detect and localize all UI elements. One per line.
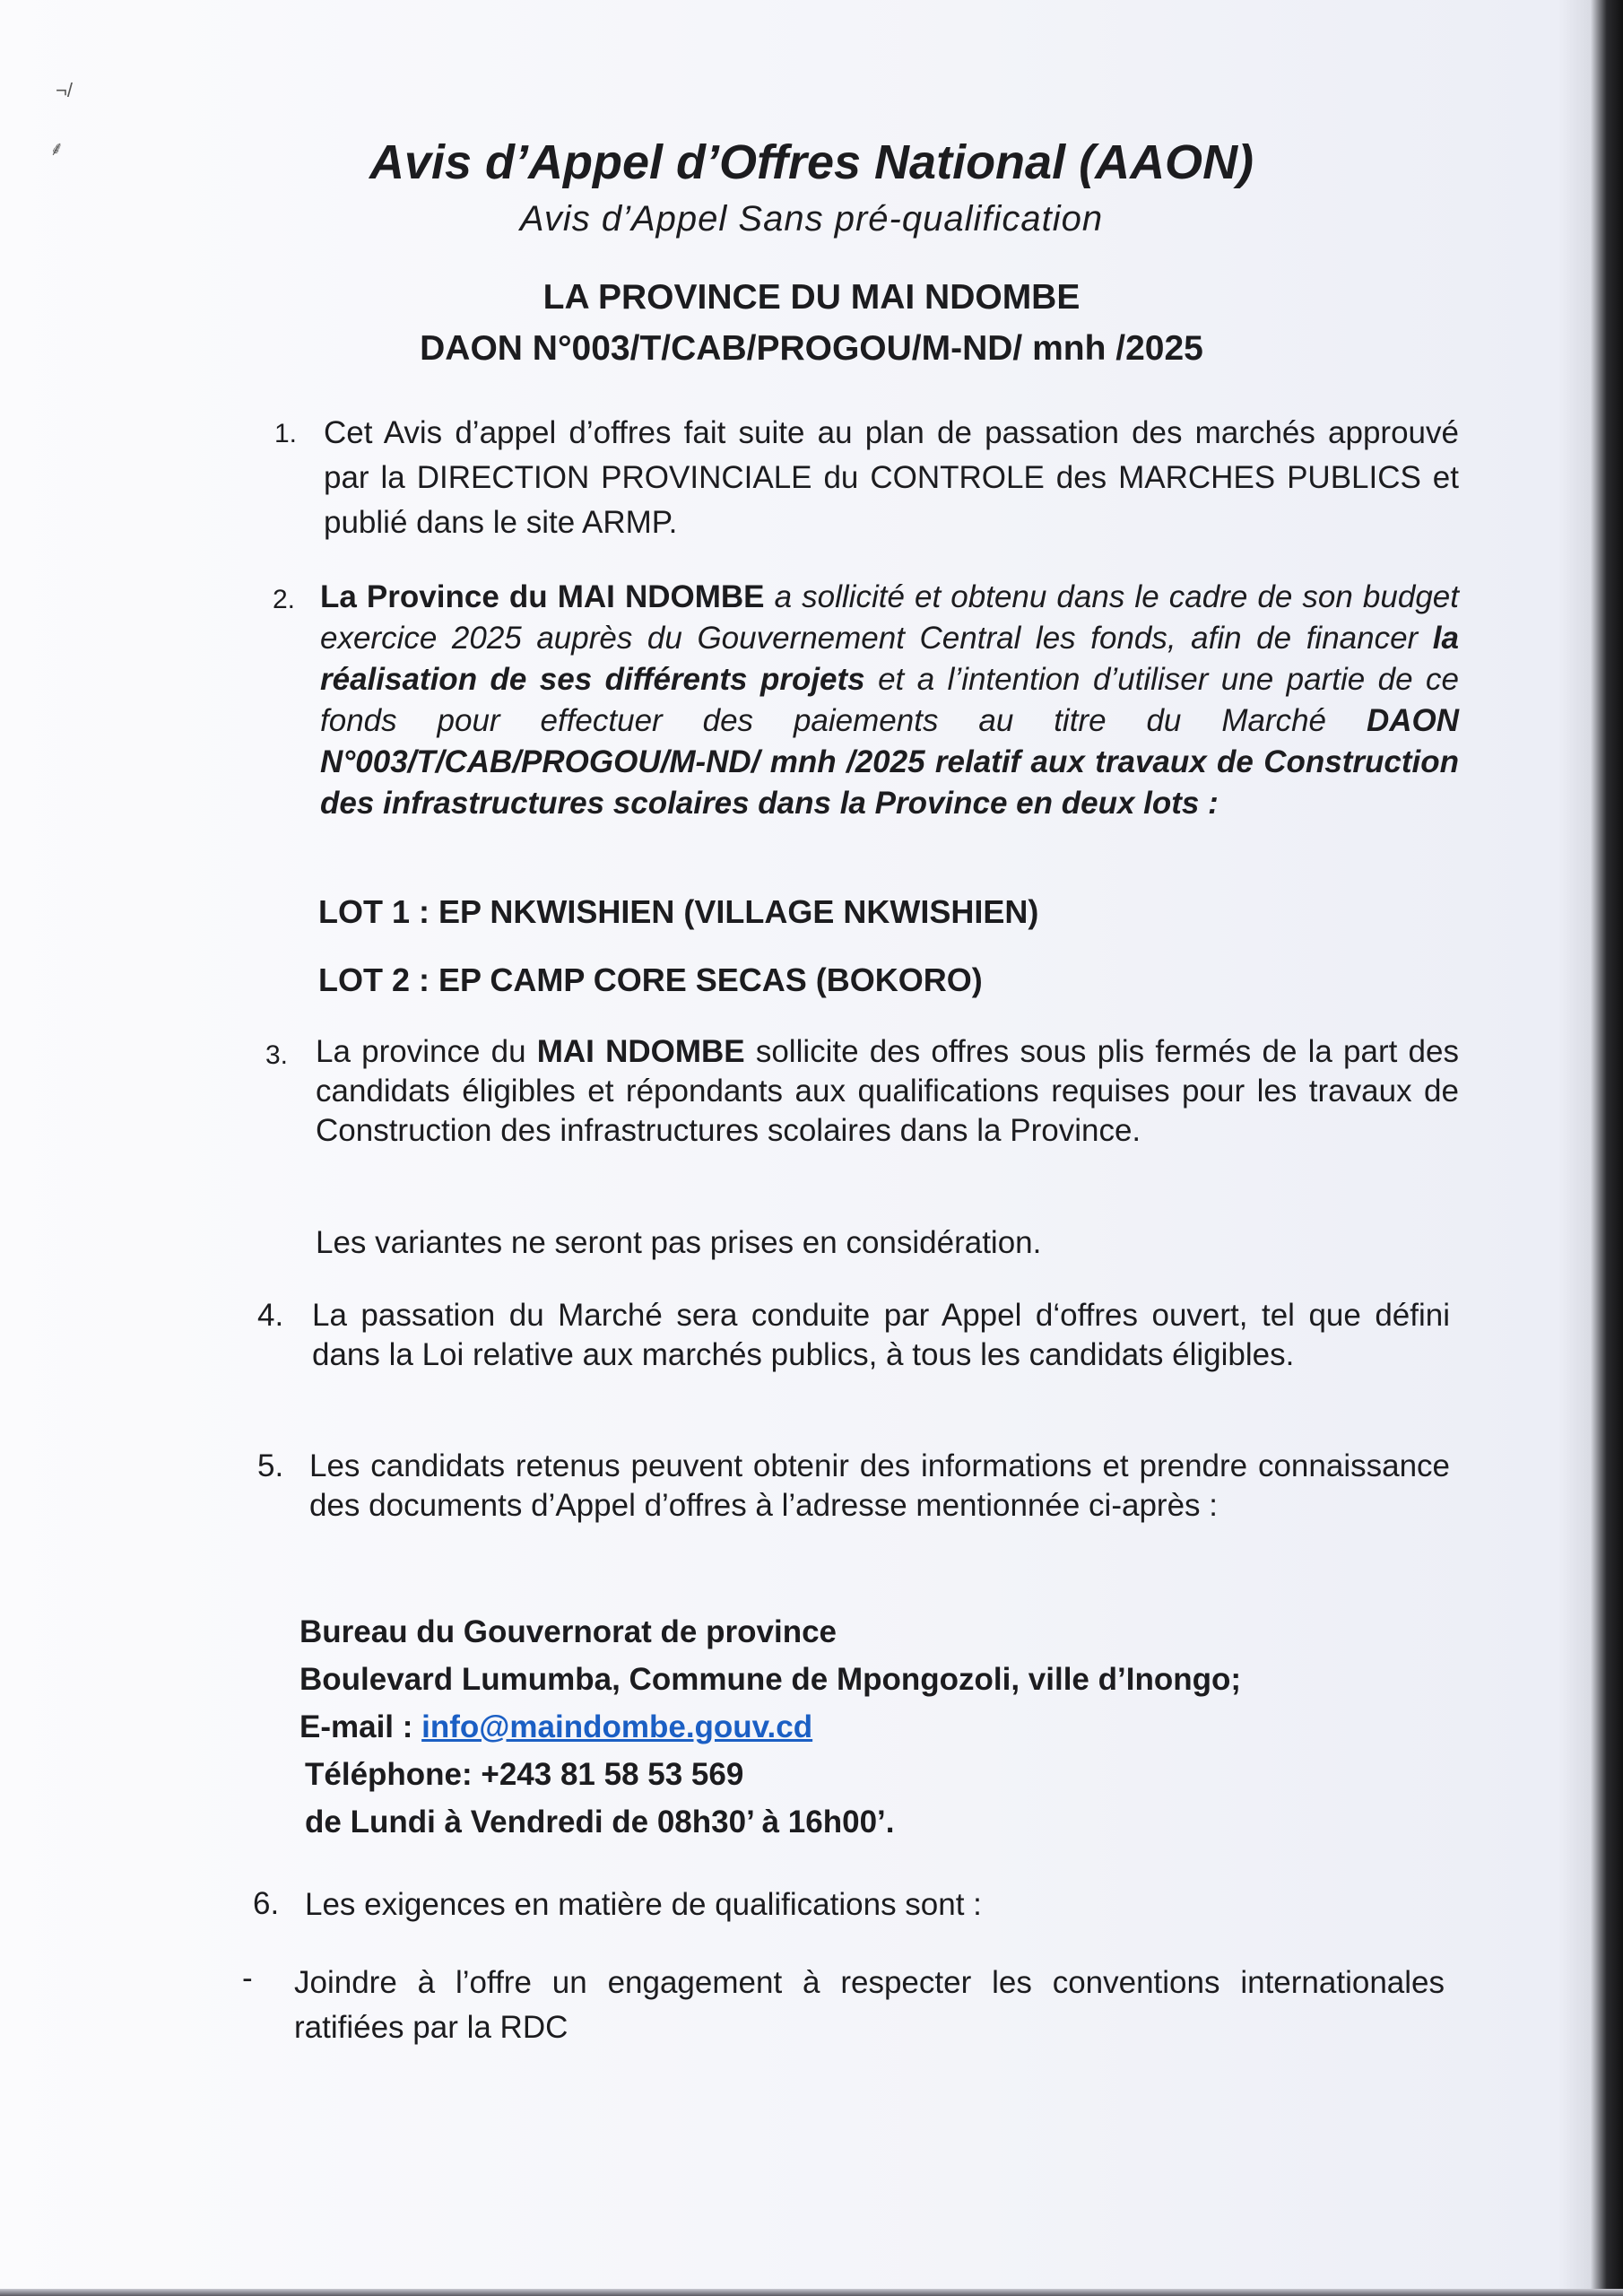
item-3-bold: MAI NDOMBE (536, 1034, 745, 1069)
item-3-part: La province du (316, 1034, 537, 1069)
email-link[interactable]: info@maindombe.gouv.cd (421, 1709, 813, 1744)
contact-address (299, 1608, 1241, 1846)
item-4-text: La passation du Marché sera conduite par Appel d‘offres ouvert, tel que défini dans la Loi relative aux marchés publics, à tous les candidats éligibles. (312, 1298, 1450, 1372)
document-subtitle: Avis d’Appel Sans pré-qualification (519, 199, 1104, 239)
item-3-text (316, 1032, 1459, 1151)
item-number: 1. (274, 419, 298, 448)
item-number: 5. (257, 1448, 284, 1483)
item-number: 2. (273, 585, 296, 614)
item-5-text: Les candidats retenus peuvent obtenir des informations et prendre connaissance des documents d’Appel d’offres à l’adresse mentionnée ci-après : (309, 1448, 1450, 1523)
reference-heading: DAON N°003/T/CAB/PROGOU/M-ND/ mnh /2025 (420, 329, 1203, 368)
province-heading: LA PROVINCE DU MAI NDOMBE (542, 278, 1081, 317)
item-1-text: Cet Avis d’appel d’offres fait suite au plan de passation des marchés approuvé par la DIRECTION PROVINCIALE du CONTROLE des MARCHES PUBLICS et publié dans le site ARMP. (324, 415, 1459, 540)
scan-mark: ¬/ (56, 79, 73, 101)
lot-2: LOT 2 : EP CAMP CORE SECAS (BOKORO) (318, 961, 983, 998)
lot-1: LOT 1 : EP NKWISHIEN (VILLAGE NKWISHIEN) (318, 893, 1039, 930)
bullet-dash: - (242, 1961, 253, 1996)
bullet-1-text: Joindre à l’offre un engagement à respecter les conventions internationales ratifiées par la RDC (294, 1965, 1445, 2045)
item-3-part: sollicite des offres sous plis fermés de la part des candidats éligibles et répondants aux qualifications requises pour les travaux de Construction des infrastructures scolaires dans la Province. (316, 1034, 1459, 1148)
item-2-italic: et a l’intention d’utiliser une partie de ce fonds pour effectuer des paiements au titre du Marché (320, 662, 1459, 738)
hours-line: de Lundi à Vendredi de 08h30’ à 16h00’. (305, 1805, 895, 1839)
item-2-italic: a sollicité et obtenu dans le cadre de son budget exercice 2025 auprès du Gouvernement Central les fonds, afin de financer (320, 579, 1459, 656)
item-2-bold-italic: DAON N°003/T/CAB/PROGOU/M-ND/ mnh /2025 relatif aux travaux de Construction des infrastructures scolaires dans la Province en deux lots : (320, 703, 1459, 821)
item-2-bold: La Province du MAI NDOMBE (320, 579, 765, 614)
office-name: Bureau du Gouvernorat de province (299, 1614, 837, 1649)
item-number: 4. (257, 1298, 284, 1333)
item-2-bold-italic: la réalisation de ses différents projets (320, 621, 1459, 697)
document-title: Avis d’Appel d’Offres National (AAON) (369, 135, 1254, 189)
phone-line: Téléphone: +243 81 58 53 569 (305, 1757, 744, 1792)
item-6-text: Les exigences en matière de qualifications sont : (305, 1887, 982, 1922)
page-bottom-edge (0, 2289, 1623, 2296)
email-line (299, 1703, 1241, 1751)
item-2-text (320, 577, 1459, 824)
email-label: E-mail : (299, 1709, 422, 1744)
variantes-note: Les variantes ne seront pas prises en considération. (316, 1225, 1042, 1260)
scan-mark: ⸙ (49, 137, 65, 160)
street-address: Boulevard Lumumba, Commune de Mpongozoli, ville d’Inongo; (299, 1662, 1241, 1697)
item-number: 3. (265, 1040, 289, 1070)
item-number: 6. (253, 1886, 280, 1921)
